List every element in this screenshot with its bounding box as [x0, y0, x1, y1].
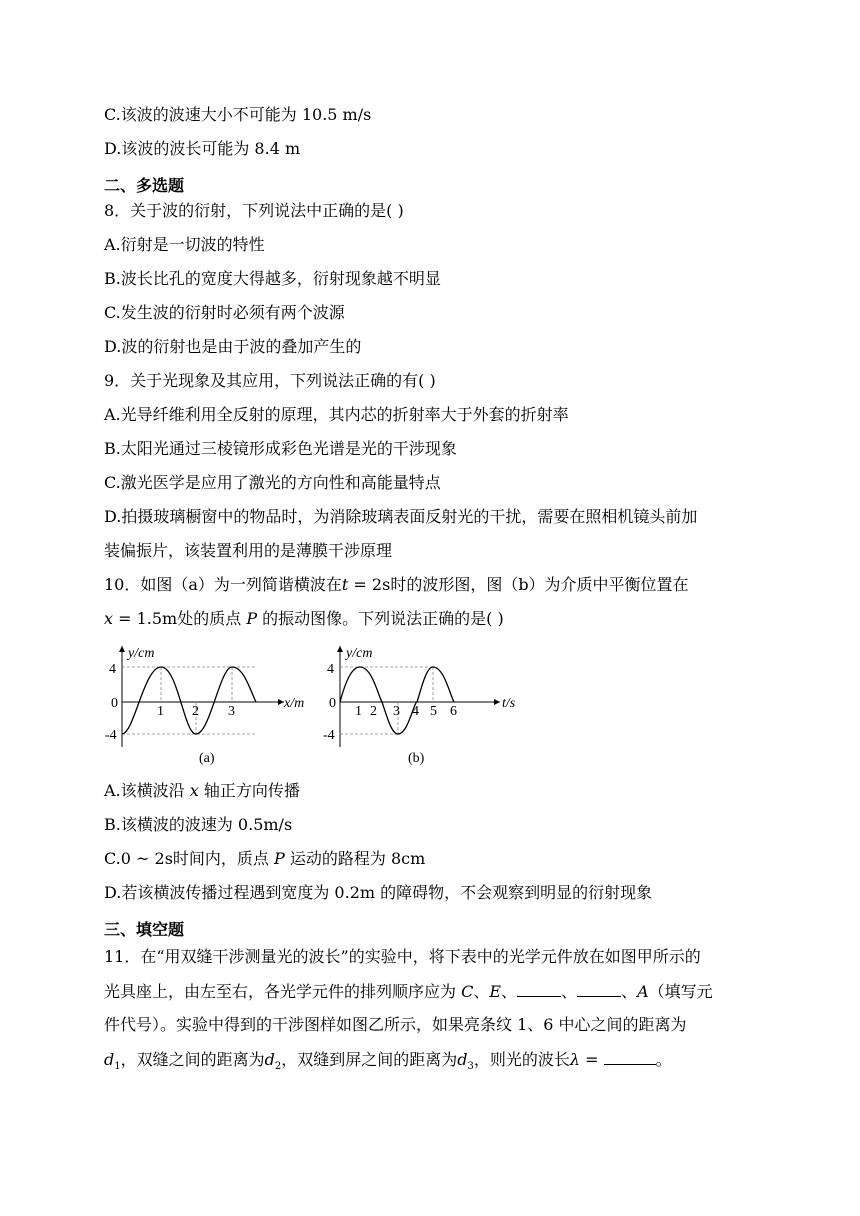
q10-text: = 1.5m处的质点 [113, 609, 242, 628]
q11-text: ，则光的波长 [473, 1050, 570, 1069]
option-b-q9: B.太阳光通过三棱镜形成彩色光谱是光的干涉现象 [104, 439, 457, 458]
section-heading-fill-in: 三、填空题 [104, 920, 185, 939]
option-b-q10: B.该横波的波速为 0.5m/s [104, 815, 293, 834]
x-axis-label: x/m [284, 696, 305, 711]
answer-blank-3[interactable] [604, 1048, 656, 1065]
y-tick-label: 4 [109, 662, 116, 677]
x-tick-label: 3 [393, 704, 400, 719]
answer-blank-1[interactable] [517, 980, 561, 997]
section-heading-multiple-choice: 二、多选题 [104, 176, 185, 195]
vibration-curve [340, 667, 454, 734]
q11-text: 光具座上，由左至右，各光学元件的排列顺序应为 [104, 982, 457, 1001]
figure-caption: (a) [199, 751, 215, 766]
q11-var-c: C [456, 982, 474, 1001]
q11-var-lambda: λ [569, 1050, 581, 1069]
question-11-line1: 11．在“用双缝干涉测量光的波长”的实验中，将下表中的光学元件放在如图甲所示的 [104, 947, 701, 966]
question-10-line1 [104, 574, 689, 596]
q10c-text: 运动的路程为 8cm [289, 849, 426, 868]
y-tick-label: -4 [105, 728, 117, 743]
q10c-var-p: P [268, 849, 290, 868]
option-d-q10: D.若该横波传播过程遇到宽度为 0.2m 的障碍物，不会观察到明显的衍射现象 [104, 883, 653, 902]
q11-var-e: E [489, 982, 502, 1001]
q11-text: 。 [655, 1050, 672, 1069]
x-tick-label: 1 [157, 704, 164, 719]
q10c-text: C.0 ~ 2s时间内，质点 [104, 849, 269, 868]
q10-var-p: P [241, 609, 263, 628]
q11-var-d: d [457, 1050, 468, 1069]
q10-text: 的振动图像。下列说法正确的是( ) [262, 609, 504, 628]
question-11-line2 [104, 980, 713, 1003]
y-tick-label: 0 [111, 696, 118, 711]
y-axis-label: y/cm [128, 646, 155, 661]
q11-text: （填写元 [648, 982, 713, 1001]
waveform-curve [122, 667, 256, 734]
y-tick-label: 4 [327, 662, 334, 677]
t-axis-label: t/s [502, 696, 516, 711]
q11-equals: = [580, 1050, 604, 1069]
option-d-q7: D.该波的波长可能为 8.4 m [104, 139, 301, 158]
question-11-line3: 件代号）。实验中得到的干涉图样如图乙所示，如果亮条纹 1、6 中心之间的距离为 [104, 1015, 687, 1034]
q10-var-t: t [341, 575, 349, 594]
option-d-q8: D.波的衍射也是由于波的叠加产生的 [104, 337, 362, 356]
q10a-text: 轴正方向传播 [203, 781, 300, 800]
q11-subscript: 3 [467, 1061, 474, 1073]
x-tick-label: 2 [370, 704, 377, 719]
q11-var-a: A [637, 982, 649, 1001]
q11-sep: 、 [501, 982, 518, 1001]
q11-sep: 、 [473, 982, 490, 1001]
y-axis-label: y/cm [346, 646, 373, 661]
option-d-q9-line2: 装偏振片，该装置利用的是薄膜干涉原理 [104, 541, 393, 560]
q10a-text: A.该横波沿 [104, 781, 185, 800]
q10-var-x: x [104, 609, 114, 628]
option-c-q10 [104, 848, 425, 870]
option-d-q9-line1: D.拍摄玻璃橱窗中的物品时，为消除玻璃表面反射光的干扰，需要在照相机镜头前加 [104, 507, 698, 526]
x-tick-label: 4 [412, 704, 419, 719]
x-tick-label: 5 [430, 704, 437, 719]
option-b-q8: B.波长比孔的宽度大得越多，衍射现象越不明显 [104, 269, 441, 288]
q10a-var-x: x [184, 781, 204, 800]
question-11-line4 [104, 1048, 672, 1078]
option-c-q9: C.激光医学是应用了激光的方向性和高能量特点 [104, 473, 441, 492]
question-9: 9．关于光现象及其应用，下列说法正确的有( ) [104, 371, 436, 390]
wave-graph-a [104, 640, 319, 770]
q11-subscript: 1 [114, 1061, 121, 1073]
q11-var-d: d [104, 1050, 115, 1069]
x-tick-label: 6 [450, 704, 457, 719]
q10-text: 10．如图（a）为一列简谐横波在 [104, 575, 342, 594]
figure-caption: (b) [408, 751, 425, 766]
q11-text: ，双缝到屏之间的距离为 [281, 1050, 458, 1069]
question-10-line2 [104, 608, 504, 630]
y-tick-label: 0 [329, 696, 336, 711]
vibration-graph-b [320, 640, 530, 770]
q11-subscript: 2 [274, 1061, 282, 1073]
q11-var-d: d [264, 1050, 275, 1069]
q11-sep: 、 [621, 982, 638, 1001]
option-c-q7: C.该波的波速大小不可能为 10.5 m/s [104, 105, 372, 124]
q11-text: ，双缝之间的距离为 [120, 1050, 265, 1069]
option-a-q8: A.衍射是一切波的特性 [104, 235, 265, 254]
option-a-q9: A.光导纤维利用全反射的原理，其内芯的折射率大于外套的折射率 [104, 405, 569, 424]
option-a-q10 [104, 780, 300, 802]
x-tick-label: 1 [355, 704, 362, 719]
x-tick-label: 2 [192, 704, 199, 719]
q11-sep: 、 [561, 982, 578, 1001]
question-8: 8．关于波的衍射，下列说法中正确的是( ) [104, 201, 404, 220]
option-c-q8: C.发生波的衍射时必须有两个波源 [104, 303, 345, 322]
answer-blank-2[interactable] [577, 980, 621, 997]
x-tick-label: 3 [228, 704, 235, 719]
q10-text: = 2s时的波形图，图（b）为介质中平衡位置在 [348, 575, 689, 594]
y-tick-label: -4 [323, 728, 335, 743]
